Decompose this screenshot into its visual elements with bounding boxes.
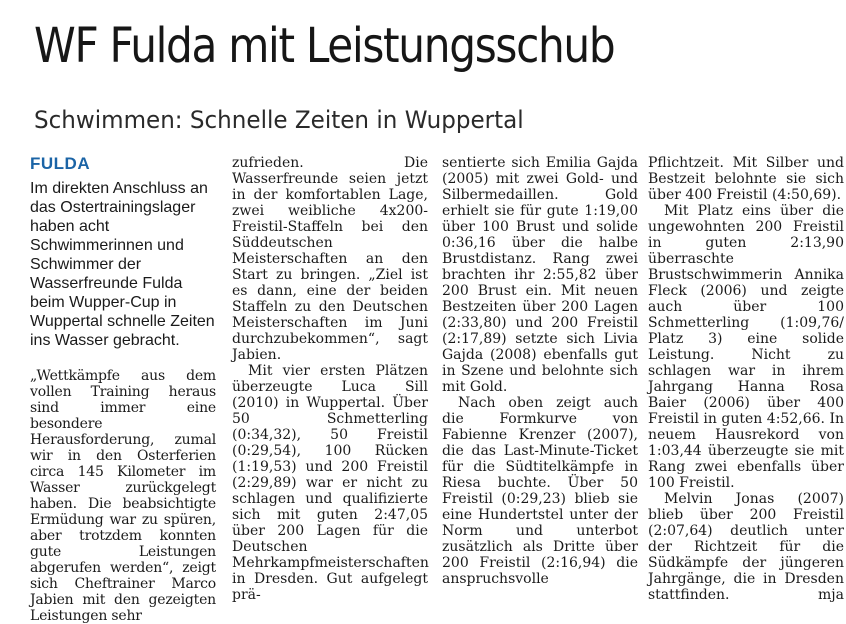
body-paragraph: Nach oben zeigt auch die Formkurve von Fabienne Krenzer (2007), die das Last-Minute-Ticket für die Südtitelkämpfe in Riesa buchte. Über 50 Freistil (0:29,23) blieb sie eine Hundertstel unter der Norm und unterbot zusätzlich als Dritte über 200 Freistil (2:16,94) die anspruchsvolle [442, 395, 638, 587]
column-3 [442, 155, 638, 587]
body-paragraph: Mit Platz eins über die ungewohnten 200 Freistil in guten 2:13,90 überraschte Brustschwimmerin Annika Fleck (2006) und zeigte auch über 100 Schmetterling (1:09,76/ Platz 3) eine solide Leistung. Nicht zu schlagen war in ihrem Jahrgang Hanna Rosa Baier (2006) über 400 Freistil in guten 4:52,66. In neuem Hausrekord von 1:03,44 überzeugte sie mit Rang zwei ebenfalls über 100 Freistil. [648, 203, 844, 491]
column-4 [648, 155, 844, 603]
closing-text: Melvin Jonas (2007) blieb über 200 Freistil (2:07,64) deutlich unter der Richtzeit für die Südkämpfe der jüngeren Jahrgänge, die in Dresden stattfinden. [648, 491, 844, 603]
headline: WF Fulda mit Leistungsschub [34, 18, 615, 74]
column-2 [232, 155, 428, 603]
body-paragraph: Pflichtzeit. Mit Silber und Bestzeit belohnte sie sich über 400 Freistil (4:50,69). [648, 155, 844, 203]
subheadline: Schwimmen: Schnelle Zeiten in Wuppertal [34, 106, 524, 134]
body-paragraph-last [648, 491, 844, 603]
body-paragraph: Mit vier ersten Plätzen überzeugte Luca Sill (2010) in Wuppertal. Über 50 Schmetterling (0:34,32), 50 Freistil (0:29,54), 100 Rücken (1:19,53) und 200 Freistil (2:29,89) war er nicht zu schlagen und qualifizierte sich mit guten 2:47,05 über 200 Lagen für die Deutschen Mehrkampfmeisterschaften in Dresden. Gut aufgelegt prä- [232, 363, 429, 603]
author-initials: mja [818, 587, 844, 603]
body-paragraph: „Wettkämpfe aus dem vollen Training heraus sind immer eine besondere Herausforderung, zumal wir in den Osterferien circa 145 Kilometer im Wasser zurückgelegt haben. Die beabsichtigte Ermüdung war zu spüren, aber trotzdem konnten gute Leistungen abgerufen werden“, zeigt sich Cheftrainer Marco Jabien mit den gezeigten Leistungen sehr [30, 368, 216, 624]
body-paragraph: zufrieden. Die Wasserfreunde seien jetzt in der komfortablen Lage, zwei weibliche 4x200-Freistil-Staffeln bei den Süddeutschen Meisterschaften an den Start zu bringen. „Ziel ist es dann, eine der beiden Staffeln zu den Deutschen Meisterschaften im Juni durchzubekommen“, sagt Jabien. [232, 155, 428, 363]
body-paragraph: sentierte sich Emilia Gajda (2005) mit zwei Gold- und Silbermedaillen. Gold erhielt sie für gute 1:19,00 über 100 Brust und solide 0:36,16 über die halbe Brustdistanz. Rang zwei brachten ihr 2:55,82 über 200 Brust ein. Mit neuen Bestzeiten über 200 Lagen (2:33,80) und 200 Freistil (2:17,89) setzte sich Livia Gajda (2008) ebenfalls gut in Szene und belohnte sich mit Gold. [442, 155, 638, 395]
intro-paragraph: Im direkten Anschluss an das Ostertrainingslager haben acht Schwimmerinnen und Schwimmer der Wasserfreunde Fulda beim Wupper-Cup in Wuppertal schnelle Zeiten ins Wasser gebracht. [30, 180, 215, 349]
article-body [30, 154, 844, 624]
column-1 [30, 155, 216, 624]
dateline: FULDA [30, 154, 91, 173]
